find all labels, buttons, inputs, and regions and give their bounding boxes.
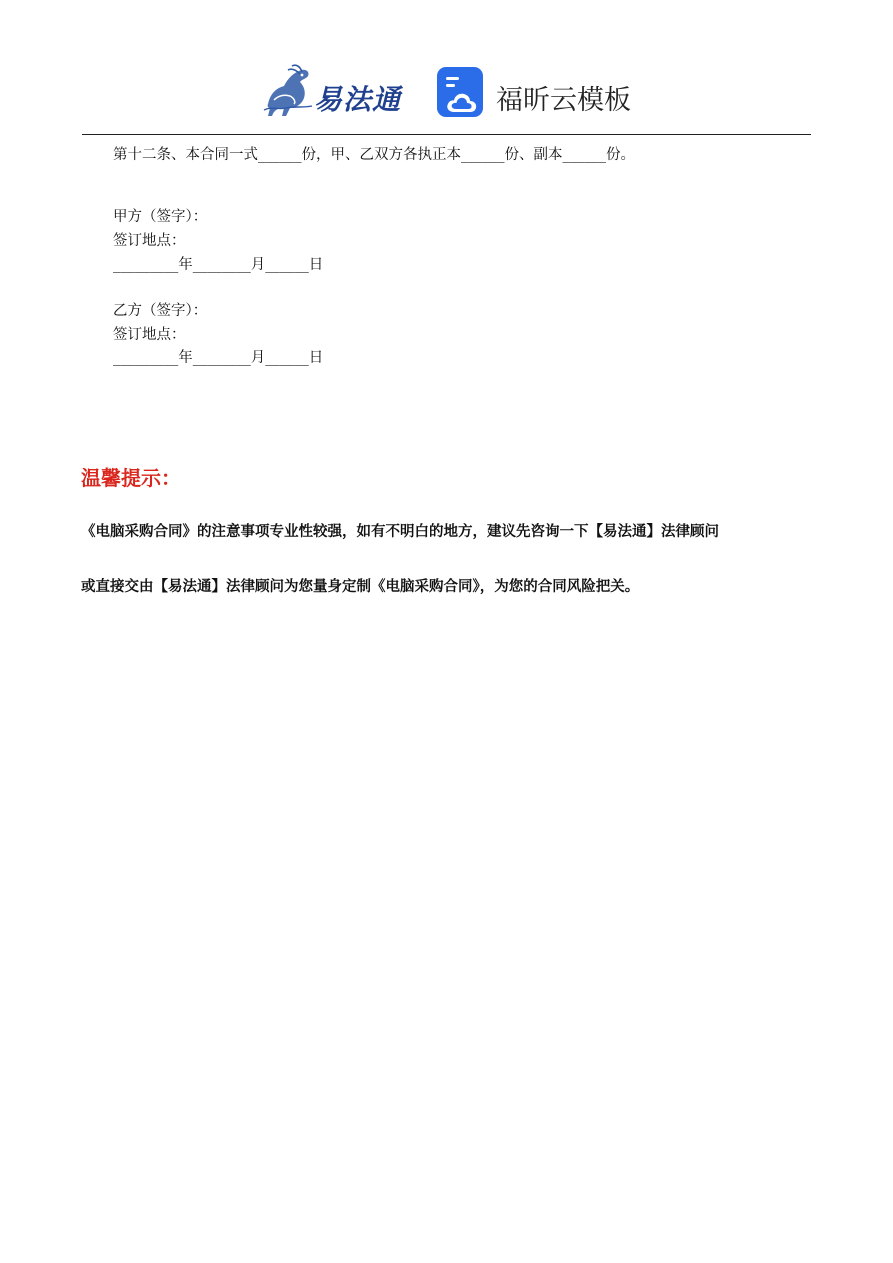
yifatong-logo (262, 64, 412, 120)
party-b-signature: 乙方（签字）： (113, 303, 208, 319)
party-b-date: _________年________月______日 (113, 350, 324, 366)
party-a-signature: 甲方（签字）： (113, 209, 208, 225)
document-cloud-icon (436, 66, 488, 120)
fuxin-logo (436, 66, 636, 120)
document-header (0, 58, 893, 124)
tip-title: 温馨提示： (81, 466, 181, 490)
clause-12: 第十二条、本合同一式______份，甲、乙双方各执正本______份、副本______份。 (113, 147, 635, 163)
header-divider (82, 134, 811, 135)
party-b-place: 签订地点： (113, 327, 186, 343)
tip-line-1: 《电脑采购合同》的注意事项专业性较强，如有不明白的地方，建议先咨询一下【易法通】法律顾问 (81, 523, 719, 540)
yifatong-logo-text: 易法通 (314, 83, 402, 116)
tip-line-2: 或直接交由【易法通】法律顾问为您量身定制《电脑采购合同》，为您的合同风险把关。 (81, 578, 640, 595)
qilin-mascot-icon (262, 64, 316, 120)
party-a-place: 签订地点： (113, 233, 186, 249)
party-a-date: _________年________月______日 (113, 257, 324, 273)
fuxin-logo-text: 福昕云模板 (496, 85, 631, 116)
